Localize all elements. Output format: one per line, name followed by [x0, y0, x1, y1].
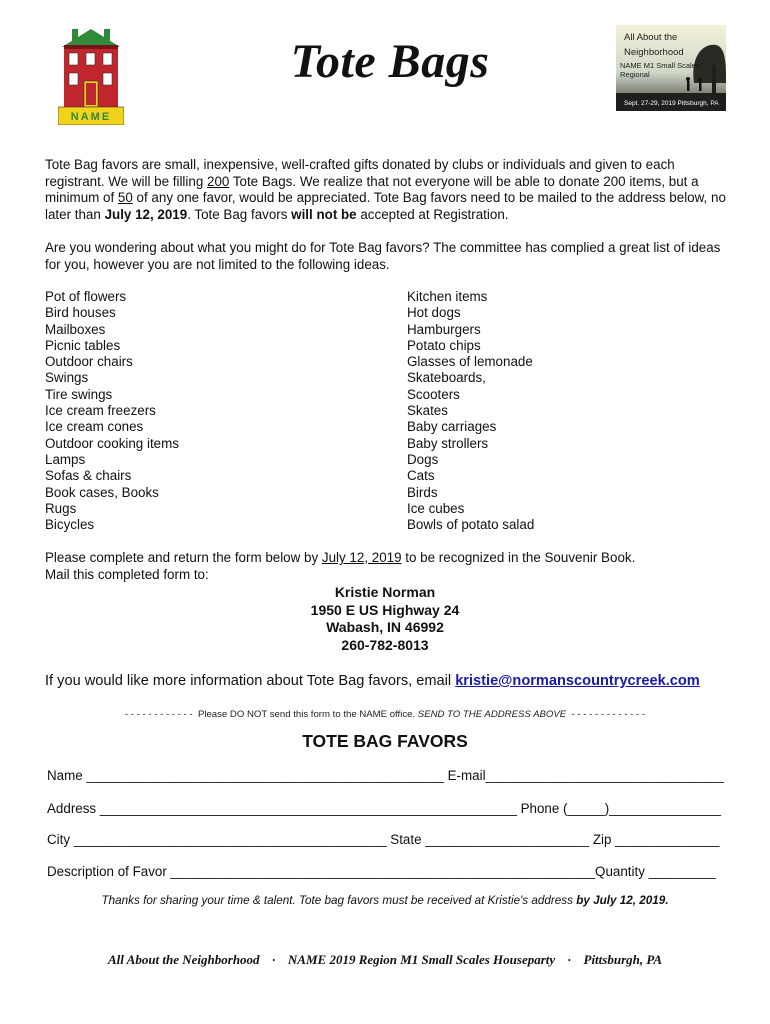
list-item: Rugs — [45, 500, 77, 516]
list-item: Skateboards, — [407, 370, 486, 386]
dollhouse-icon — [58, 25, 124, 125]
list-item: Baby strollers — [407, 435, 489, 451]
list-item: Lamps — [45, 451, 86, 467]
ideas-paragraph: Are you wondering about what you might do for Tote Bag favors? The committee has complied a great list of ideas for you, however you are not limited to the following ideas. — [45, 240, 721, 272]
intro-paragraph: Tote Bag favors are small, inexpensive, well-crafted gifts donated by clubs or individuals and given to each registrant. We will be filling 200 Tote Bags. We realize that not everyone will be able to donate 200 items, but a minimum of 50 of any one favor, would be appreciated. Tote Bag favors need to be mailed to the address below, no later than July 12, 2019. Tote Bag favors will not be accepted at Registration. — [45, 157, 726, 222]
event-logo-line2: Neighborhood — [624, 47, 684, 58]
list-item: Ice cream freezers — [45, 403, 156, 419]
list-item: Potato chips — [407, 337, 481, 353]
list-item: Outdoor cooking items — [45, 435, 179, 451]
ideas-list-left — [45, 289, 179, 533]
event-logo-line4: Sept. 27-29, 2019 Pittsburgh, PA — [624, 100, 719, 107]
list-item: Pot of flowers — [45, 289, 127, 304]
bag-count: 200 — [207, 173, 230, 189]
list-item: Hamburgers — [407, 321, 481, 337]
list-item: Skates — [407, 403, 448, 419]
list-item: Bicycles — [45, 517, 95, 533]
ideas-list-right — [407, 289, 534, 533]
address-phone-field[interactable]: Address ________________________________________________________ Phone (_____)_______________ — [47, 801, 721, 816]
footer-event: All About the Neighborhood — [107, 952, 260, 967]
mailing-address — [0, 584, 770, 654]
minimum-count: 50 — [117, 190, 133, 205]
list-item: Ice cubes — [407, 500, 465, 516]
list-item: Bird houses — [45, 305, 116, 321]
list-item: Baby carriages — [407, 419, 497, 435]
list-item: Hot dogs — [407, 305, 461, 321]
list-item: Cats — [407, 468, 435, 484]
list-item: Glasses of lemonade — [407, 354, 533, 370]
return-instructions: Please complete and return the form below by July 12, 2019 to be recognized in the Souvenir Book. Mail this completed form to: — [45, 550, 735, 583]
address-phone: 260-782-8013 — [341, 636, 429, 653]
list-item: Picnic tables — [45, 337, 121, 353]
more-info-line: If you would like more information about Tote Bag favors, email kristie@normanscountrycreek.com — [45, 673, 700, 689]
city-state-zip-field[interactable]: City __________________________________________ State ______________________ Zip ______________ — [47, 832, 720, 847]
list-item: Kitchen items — [407, 289, 488, 304]
return-date: July 12, 2019 — [321, 550, 402, 565]
not-accepted-text: will not be — [291, 206, 357, 222]
list-item: Mailboxes — [45, 321, 106, 337]
list-item: Tire swings — [45, 386, 113, 402]
list-item: Swings — [45, 370, 89, 386]
event-logo — [616, 25, 726, 111]
footer-location: Pittsburgh, PA — [583, 952, 663, 967]
name-logo — [58, 25, 124, 125]
list-item: Bowls of potato salad — [407, 517, 535, 533]
list-item: Scooters — [407, 386, 460, 402]
svg-text:NAME: NAME — [70, 111, 112, 123]
mail-to-label: Mail this completed form to: — [45, 566, 209, 582]
list-item: Sofas & chairs — [45, 468, 132, 484]
office-note: - - - - - - - - - - - - Please DO NOT send this form to the NAME office. SEND TO THE ADDRESS ABOVE - - - - - - - - - - - - - — [124, 709, 646, 720]
list-item: Ice cream cones — [45, 419, 144, 435]
event-logo-line3: NAME M1 Small Scales Regional — [620, 61, 700, 79]
form-title: TOTE BAG FAVORS — [302, 731, 468, 751]
list-item: Book cases, Books — [45, 484, 159, 500]
description-quantity-field[interactable]: Description of Favor _________________________________________________________Quantity _________ — [47, 864, 716, 879]
deadline-date: July 12, 2019 — [104, 206, 188, 222]
thanks-note: Thanks for sharing your time & talent. Tote bag favors must be received at Kristie's address by July 12, 2019. — [101, 894, 669, 907]
event-logo-line1: All About the — [624, 32, 678, 43]
name-email-field[interactable]: Name ________________________________________________ E-mail________________________________ — [47, 768, 724, 783]
footer: All About the Neighborhood · NAME 2019 Region M1 Small Scales Houseparty · Pittsburgh, PA — [107, 952, 663, 967]
list-item: Birds — [407, 484, 438, 500]
list-item: Outdoor chairs — [45, 354, 133, 370]
address-street: 1950 E US Highway 24 — [310, 601, 460, 618]
address-city: Wabash, IN 46992 — [326, 619, 444, 635]
list-item: Dogs — [407, 451, 439, 467]
email-link[interactable]: kristie@normanscountrycreek.com — [455, 673, 700, 689]
address-name: Kristie Norman — [334, 584, 436, 600]
page-title: Tote Bags — [290, 35, 490, 88]
footer-houseparty: NAME 2019 Region M1 Small Scales Houseparty — [287, 952, 556, 967]
